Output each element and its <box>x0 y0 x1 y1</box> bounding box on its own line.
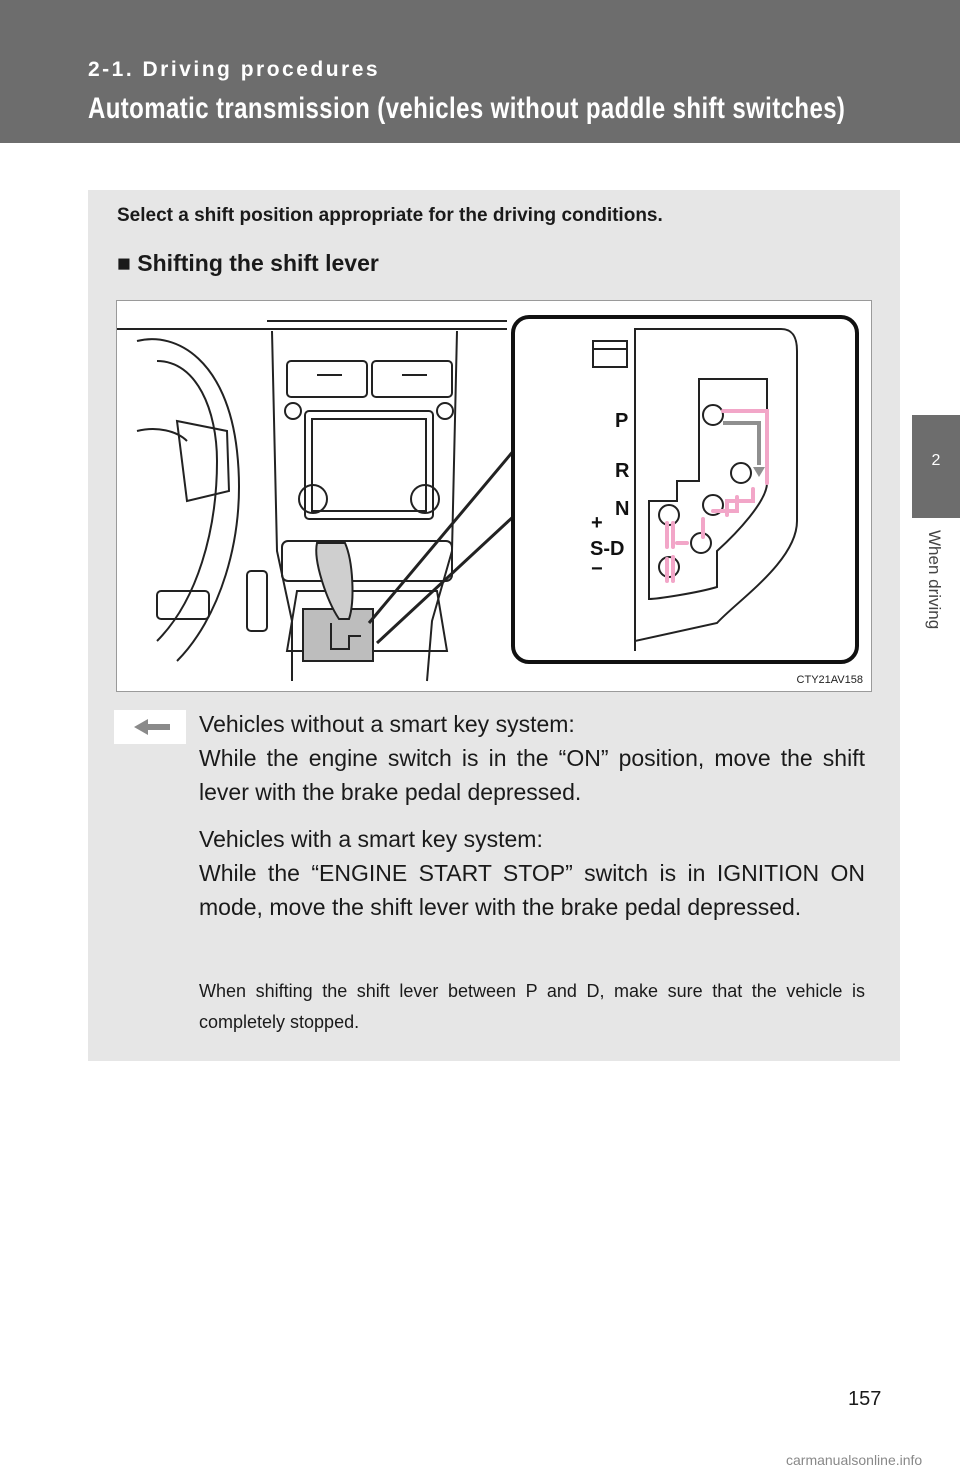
side-tab <box>912 143 960 1484</box>
note-text: When shifting the shift lever between P and D, make sure that the vehicle is completely stopped. <box>199 981 865 1032</box>
shift-lever-illustration <box>116 300 872 692</box>
paragraph1-heading: Vehicles without a smart key system: <box>199 711 575 737</box>
illustration-svg <box>117 301 872 692</box>
paragraph-smart-key <box>199 822 865 924</box>
accelerator-pedal <box>247 571 267 631</box>
zoom-box <box>513 317 857 662</box>
subheading: ■ Shifting the shift lever <box>117 250 379 276</box>
arrow-left-icon <box>114 710 186 744</box>
figure-code: CTY21AV158 <box>796 674 863 686</box>
gate-label-sd: S-D <box>590 538 625 560</box>
steering-hub <box>177 421 229 501</box>
callout-lines <box>369 449 515 643</box>
paragraph2-heading: Vehicles with a smart key system: <box>199 826 543 852</box>
paragraph2-body: While the “ENGINE START STOP” switch is in IGNITION ON mode, move the shift lever with the brake pedal depressed. <box>199 860 865 920</box>
gate-label-r: R <box>615 460 630 482</box>
watermark: carmanualsonline.info <box>786 1452 923 1468</box>
chapter-name: When driving <box>925 530 944 630</box>
page-number: 157 <box>848 1388 882 1410</box>
gate-label-n: N <box>615 498 630 520</box>
center-display <box>305 411 433 519</box>
shift-lever <box>303 543 373 661</box>
gate-label-plus: + <box>591 512 603 534</box>
air-vent-left <box>287 361 367 397</box>
intro-text: Select a shift position appropriate for the driving conditions. <box>117 205 663 226</box>
gate-label-minus: − <box>591 558 603 580</box>
paragraph-no-smart-key <box>199 707 865 809</box>
section-label: 2-1. Driving procedures <box>88 58 381 81</box>
arrow-badge <box>114 710 186 744</box>
chapter-number: 2 <box>931 452 941 469</box>
gate-label-p: P <box>615 410 629 432</box>
page-title: Automatic transmission (vehicles without paddle shift switches) <box>88 92 846 125</box>
paragraph1-body: While the engine switch is in the “ON” position, move the shift lever with the brake pedal depressed. <box>199 745 865 805</box>
air-vent-right <box>372 361 452 397</box>
header-bar <box>0 0 960 143</box>
